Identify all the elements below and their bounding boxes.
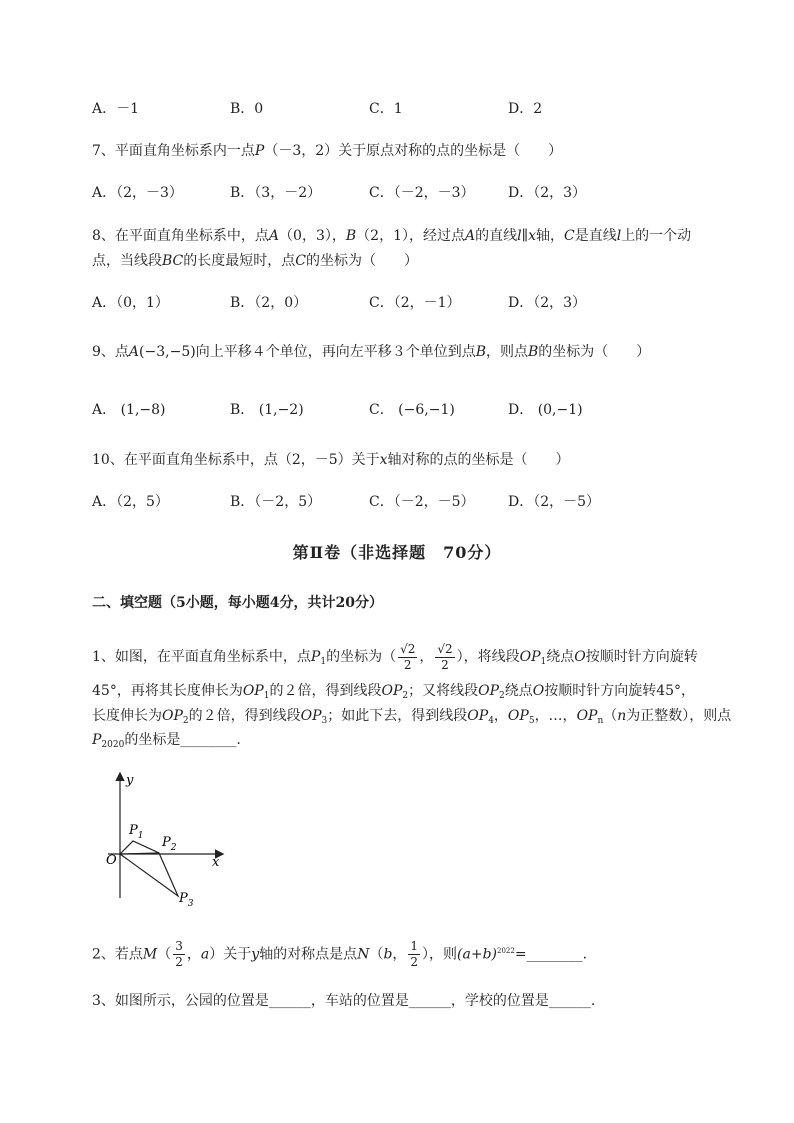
fill2-text: =________.: [514, 946, 588, 963]
fill2-text: 轴的对称点是点: [259, 946, 358, 963]
q9-option-c: [369, 400, 455, 420]
p2-label: [161, 835, 177, 853]
q6-option-c: C．1: [369, 101, 403, 117]
fill1-text: 1、如图，在平面直角坐标系中，点: [92, 649, 311, 665]
q6-option-b: B．0: [230, 101, 264, 117]
fill1-text: ，: [493, 708, 508, 724]
x-label: x: [212, 855, 220, 870]
fill1-var-op: OP: [507, 708, 529, 724]
q8-var-x: x: [528, 228, 536, 244]
q10-stem: [92, 450, 570, 470]
fill2-text: 2、若点: [92, 946, 143, 963]
fill2-var-a: a: [200, 946, 210, 963]
fill1-text: 为正整数），则点: [626, 708, 732, 724]
fill2-var-y: y: [251, 946, 260, 963]
fraction: [435, 642, 454, 673]
q10-text: 10、在平面直角坐标系中，点（2，－5）关于: [92, 452, 380, 468]
p3-label: [178, 891, 194, 909]
q8-var-l: l: [517, 228, 522, 244]
fraction-numerator: 1: [410, 939, 419, 954]
q10-var-x: x: [379, 452, 388, 468]
fill2-var-b: b: [383, 946, 393, 963]
fill1-line2: [92, 681, 695, 706]
p1-label: [128, 823, 143, 841]
fill2-text: （: [369, 946, 384, 963]
fill1-sub: 1: [263, 691, 270, 701]
fill1-var-op: OP: [519, 649, 541, 665]
fraction-denominator: 2: [410, 955, 419, 970]
fill1-var-p: P: [310, 649, 321, 665]
fraction: [398, 642, 417, 673]
fill1-var-n: n: [617, 708, 627, 724]
fill2-expression: (a+b): [457, 946, 498, 963]
q10-option-c: C．（－2，－5）: [369, 494, 475, 510]
q8-option-c: C．（2，－1）: [369, 295, 461, 311]
q7-point: P: [254, 143, 265, 159]
origin-label: O: [106, 853, 117, 868]
q9-text: ，则点: [486, 344, 528, 360]
q7-option-d: D．（2，3）: [508, 185, 587, 201]
q10-option-a: A．（2，5）: [92, 494, 169, 510]
option-letter: B．: [230, 402, 255, 418]
fill1-sub: 2: [402, 691, 409, 701]
q8-stem-line2: [92, 251, 418, 271]
q8-var-bc: BC: [162, 253, 184, 269]
y-label: y: [126, 773, 134, 788]
fill1-text: ；又将线段: [408, 683, 479, 699]
fill1-var-op: OP: [300, 708, 322, 724]
fill1-text: 的坐标是________.: [124, 732, 241, 748]
fill1-var-o: O: [574, 649, 586, 665]
option-value: (1,−2): [258, 402, 304, 418]
q8-var-c: C: [295, 253, 306, 269]
q8-option-d: D．（2，3）: [508, 295, 587, 311]
p2-letter: P: [162, 835, 171, 850]
fill2-var-m: M: [142, 946, 158, 963]
q8-parallel: ∥: [521, 228, 529, 244]
coordinate-figure: [100, 770, 240, 910]
fill1-line1: [92, 640, 698, 679]
q10-option-d: D．（2，－5）: [508, 494, 601, 510]
q9-var-b: B: [475, 344, 486, 360]
fill1-sub: 1: [320, 657, 327, 667]
q8-option-a: A．（0，1）: [92, 295, 169, 311]
q8-text: 轴，: [535, 228, 564, 244]
q7-option-c: C．（－2，－3）: [369, 185, 475, 201]
fraction-numerator: √2: [437, 641, 453, 656]
q8-var-a: A: [268, 228, 280, 244]
q7-prefix: 7、平面直角坐标系内一点: [92, 143, 255, 159]
fill1-text: ；如此下去，得到线段: [327, 708, 468, 724]
q8-var-a: A: [465, 228, 476, 244]
fill1-text: ，: [419, 649, 434, 665]
fill1-text: 按顺时针方向旋转: [585, 649, 698, 665]
q8-stem-line1: [92, 226, 691, 246]
fraction-denominator: 2: [403, 657, 412, 672]
q9-options: [92, 400, 692, 420]
p2-sub: 2: [170, 843, 177, 853]
fill1-var-p: P: [92, 732, 102, 748]
fill2-text: ，: [392, 946, 407, 963]
q9-text: 的坐标为（ ）: [538, 344, 651, 360]
q6-option-d: D．2: [508, 101, 543, 117]
fill1-sub: n: [597, 716, 604, 726]
fraction: [408, 939, 420, 970]
q9-text: 9、点: [92, 344, 129, 360]
q7-coords: （－3，2）: [264, 143, 339, 159]
option-value: (0,−1): [537, 402, 583, 418]
q9-var-a: A: [128, 344, 140, 360]
q9-option-a: [92, 400, 166, 420]
fill1-var-op: OP: [478, 683, 500, 699]
q8-text: 的直线: [475, 228, 518, 244]
q8-text: （2，1），经过点: [356, 228, 465, 244]
q7-option-a: A．（2，－3）: [92, 185, 183, 201]
q10-text: 轴对称的点的坐标是（ ）: [387, 452, 570, 468]
fraction-denominator: 2: [441, 657, 449, 672]
fill1-var-o: O: [532, 683, 545, 699]
fill2-var-n: N: [357, 946, 370, 963]
option-letter: D．: [508, 402, 534, 418]
p3-sub: 3: [187, 899, 194, 909]
part2-heading: 第Ⅱ卷（非选择题 70分）: [292, 543, 502, 562]
q8-options: [92, 293, 692, 313]
fill2-exponent: 2022: [497, 947, 515, 955]
fraction-denominator: 2: [175, 955, 183, 970]
section-title: 二、填空题（5小题，每小题4分，共计20分）: [92, 595, 383, 611]
q9-option-b: [230, 400, 304, 420]
q8-text: 的长度最短时，点: [183, 253, 296, 269]
q6-option-a: A．－1: [92, 101, 140, 117]
fill1-text: 的坐标为（: [326, 649, 397, 665]
fill1-sub: 2: [182, 716, 189, 726]
fill1-sub: 2: [499, 691, 505, 701]
option-value: (1,−8): [120, 402, 166, 418]
fraction: [173, 939, 185, 970]
option-letter: A．: [92, 402, 117, 418]
option-letter: C．: [369, 402, 394, 418]
option-value: (−6,−1): [398, 402, 455, 418]
fill2-stem: [92, 934, 587, 972]
q9-text: 向上平移４个单位，再向左平移３个单位到点: [195, 344, 476, 360]
q6-options: [92, 99, 692, 119]
fill1-var-op: OP: [162, 708, 183, 724]
fill1-text: 的２倍，得到线段: [269, 683, 382, 699]
fill2-text: ）关于: [209, 946, 252, 963]
q8-option-b: B．（2，0）: [230, 295, 308, 311]
q8-text: （0，3），: [279, 228, 346, 244]
fill2-text: ），则: [422, 946, 458, 963]
q8-text: 的坐标为（ ）: [305, 253, 418, 269]
q8-text: 8、在平面直角坐标系中，点: [92, 228, 269, 244]
fill1-sub: 3: [321, 716, 328, 726]
q10-option-b: B．（－2，5）: [230, 494, 322, 510]
fill1-var-op: OP: [242, 683, 264, 699]
q7-stem: [92, 141, 562, 161]
fraction-numerator: √2: [400, 641, 416, 656]
q8-var-l: l: [616, 228, 622, 244]
p1-sub: 1: [137, 831, 144, 841]
fill2-text: ，: [186, 946, 201, 963]
fill1-var-op: OP: [467, 708, 489, 724]
q9-var-b: B: [528, 344, 539, 360]
fill2-text: （: [157, 946, 172, 963]
q9-coords: (−3,−5): [139, 344, 196, 360]
fill3-stem: 3、如图所示，公园的位置是______，车站的位置是______，学校的位置是______.: [92, 993, 596, 1009]
q8-text: 是直线: [574, 228, 617, 244]
fill1-line3: [92, 706, 731, 731]
fill1-text: 按顺时针方向旋转45°，: [544, 683, 696, 699]
q7-options: [92, 183, 692, 203]
q9-option-d: [508, 400, 583, 420]
fill1-sub: 2020: [101, 740, 125, 750]
fill1-sub: 4: [488, 716, 494, 726]
q9-stem: [92, 342, 650, 362]
q7-suffix: 关于原点对称的点的坐标是（ ）: [338, 143, 563, 159]
q8-var-c: C: [563, 228, 575, 244]
fill1-var-op: OP: [576, 708, 598, 724]
fill1-sub: 1: [540, 657, 547, 667]
q8-text: 上的一个动: [621, 228, 692, 244]
fill1-text: 长度伸长为: [92, 708, 162, 724]
fraction-numerator: 3: [175, 939, 183, 954]
q7-option-b: B．（3，－2）: [230, 185, 322, 201]
fill1-text: 45°，再将其长度伸长为: [92, 683, 243, 699]
fill1-var-op: OP: [381, 683, 403, 699]
fill1-sub: 5: [528, 716, 535, 726]
p1-letter: P: [129, 823, 138, 838]
q8-text: 点，当线段: [92, 253, 162, 269]
fill1-text: ，…，: [534, 708, 577, 724]
fill1-text: （: [603, 708, 618, 724]
fill1-text: 绕点: [504, 683, 533, 699]
p3-letter: P: [179, 891, 188, 906]
fill1-line4: [92, 730, 241, 755]
q10-options: [92, 492, 692, 512]
fill1-text: 绕点: [546, 649, 575, 665]
fill1-text: 的２倍，得到线段: [188, 708, 301, 724]
fill1-text: ），将线段: [456, 649, 520, 665]
q8-var-b: B: [345, 228, 357, 244]
